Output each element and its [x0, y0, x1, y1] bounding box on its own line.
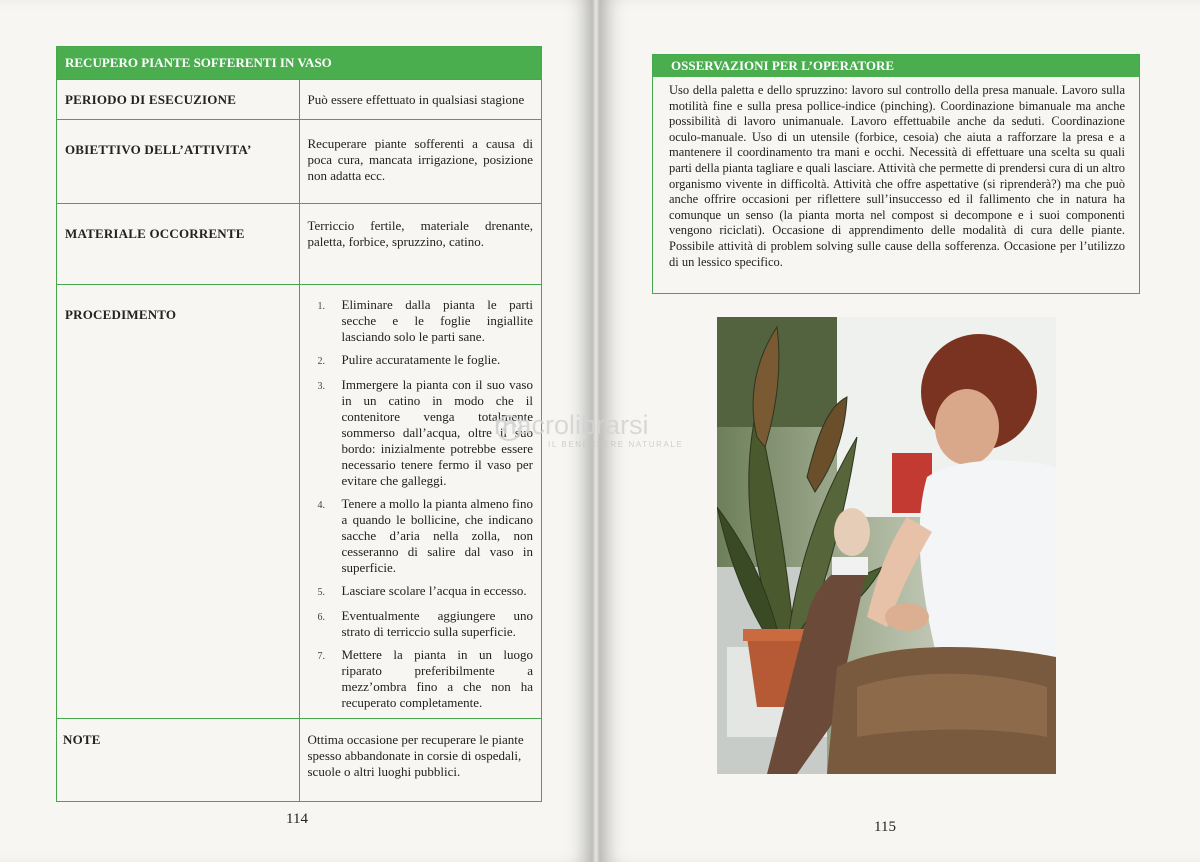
- activity-table: [56, 46, 542, 802]
- list-item: [308, 608, 534, 640]
- step-number: 7.: [317, 651, 325, 662]
- plant-care-photo: [717, 317, 1056, 774]
- step-text: Pulire accuratamente le foglie.: [341, 352, 501, 367]
- step-text: Eventualmente aggiungere uno strato di terriccio sulla superficie.: [341, 608, 533, 639]
- list-item: [308, 496, 534, 576]
- obiettivo-value: Recuperare piante sofferenti a causa di poca cura, mancata irrigazione, posizione non adatta ecc.: [299, 120, 542, 204]
- step-number: 4.: [317, 500, 325, 511]
- step-number: 1.: [317, 301, 325, 312]
- step-number: 5.: [317, 587, 325, 598]
- step-text: Immergere la pianta con il suo vaso in un catino in modo che il contenitore venga totalmente sommerso dall’acqua, oltre il suo bordo: inizialmente potrebbe essere necessario tenere fermo il vaso per evitare che galleggi.: [341, 377, 533, 488]
- list-item: [308, 583, 534, 601]
- list-item: [308, 297, 534, 345]
- obiettivo-label: OBIETTIVO DELL’ATTIVITA’: [57, 120, 300, 204]
- page-number-right: 115: [874, 819, 896, 835]
- step-text: Mettere la pianta in un luogo riparato preferibilmente a mezz’ombra fino a che non ha recuperato completamente.: [341, 647, 533, 710]
- materiale-value: Terriccio fertile, materiale drenante, paletta, forbice, spruzzino, catino.: [299, 204, 542, 285]
- step-number: 3.: [317, 381, 325, 392]
- observations-text: Uso della paletta e dello spruzzino: lavoro sul controllo della presa manuale. Lavoro sulla motilità fine e sulla presa pollice-indice (pinching). Coordinazione bimanuale ma anche possibilità di lavoro unimanuale. Lavoro effettuabile anche da seduti. Coordinazione oculo-manuale. Uso di un utensile (forbice, cesoia) che aiuta a rafforzare la presa e a mantenere il coordinamento tra mani e occhi. Necessità di effettuare una scelta su quali parti della pianta tagliare e quali lasciare. Attività che permette di prendersi cura di un altro organismo vivente in difficoltà. Attività che offre aspettative (si riprenderà?) ma che può anche offrire occasioni per riflettere sull’insuccesso ed il fallimento che in natura ha comunque un senso (la pianta morta nel compost si decompone e i suoi componenti vengono riciclati). Occasione di apprendimento delle modalità di cura delle piante. Possibile attività di problem solving sulle cause della sofferenza. Occasione per l’utilizzo di un lessico specifico.: [669, 83, 1125, 269]
- step-number: 6.: [317, 612, 325, 623]
- procedimento-steps: [299, 285, 542, 719]
- table-title: RECUPERO PIANTE SOFFERENTI IN VASO: [57, 47, 542, 80]
- watermark-text: macrolibrarsi: [494, 410, 649, 440]
- photo-illustration: [717, 317, 1056, 774]
- step-text: Tenere a mollo la pianta almeno fino a quando le bollicine, che indicano sacche d’aria nella zolla, non cesseranno di salire dal vaso in superficie.: [341, 496, 533, 575]
- page-number-left: 114: [286, 811, 308, 827]
- table-row-note: [57, 719, 542, 802]
- step-number: 2.: [317, 356, 325, 367]
- periodo-value: Può essere effettuato in qualsiasi stagione: [299, 80, 542, 120]
- materiale-label: MATERIALE OCCORRENTE: [57, 204, 300, 285]
- list-item: [308, 647, 534, 711]
- watermark-subtext: IL BENESSERE NATURALE: [548, 440, 684, 449]
- list-item: [308, 352, 534, 370]
- note-value: Ottima occasione per recuperare le piante spesso abbandonate in corsie di ospedali, scuole o altri luoghi pubblici.: [299, 719, 542, 802]
- note-label: NOTE: [57, 719, 300, 802]
- observations-title: OSSERVAZIONI PER L’OPERATORE: [653, 55, 1139, 77]
- step-text: Eliminare dalla pianta le parti secche e le foglie ingiallite lasciando solo le parti sane.: [341, 297, 533, 344]
- periodo-label: PERIODO DI ESECUZIONE: [57, 80, 300, 120]
- step-text: Lasciare scolare l’acqua in eccesso.: [341, 583, 527, 598]
- table-row-procedimento: [57, 285, 542, 719]
- observations-box: [652, 54, 1140, 294]
- table-row-periodo: [57, 80, 542, 120]
- table-row-obiettivo: [57, 120, 542, 204]
- steps-list: [308, 297, 534, 711]
- procedimento-label: PROCEDIMENTO: [57, 285, 300, 719]
- table-row-materiale: [57, 204, 542, 285]
